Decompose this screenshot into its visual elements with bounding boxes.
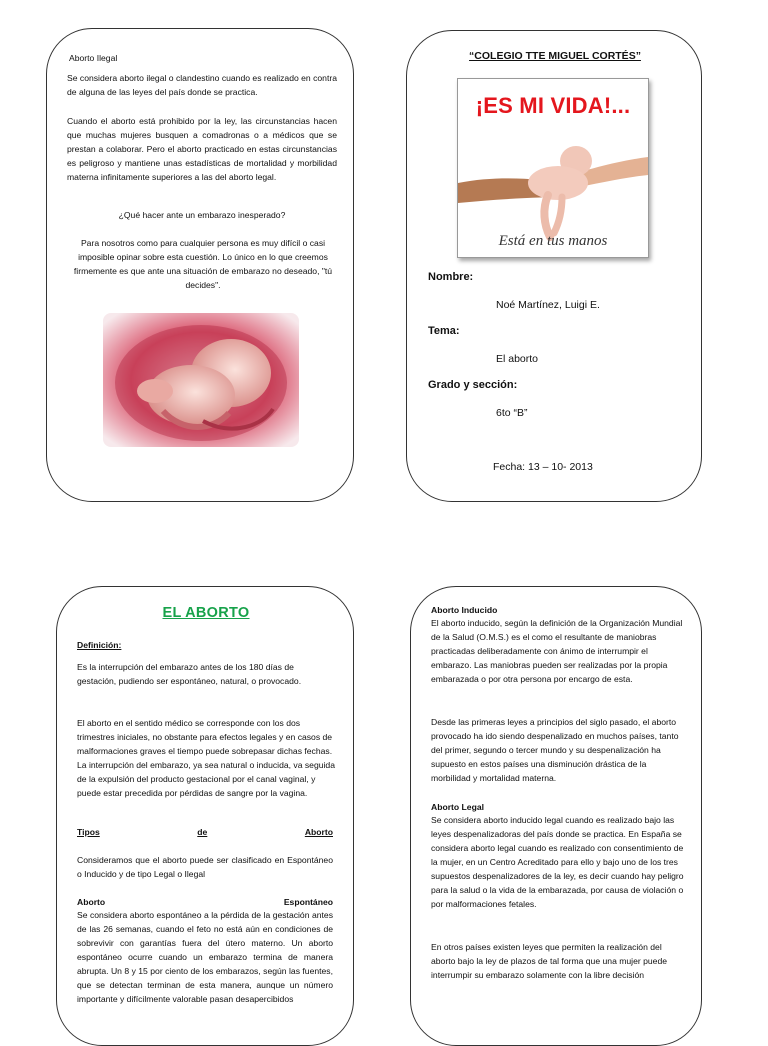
paragraph: Para nosotros como para cualquier persona es muy difícil o casi imposible opinar sobre esta cuestión. Lo único en lo que creemos firmemente es que ante una situación de embarazo no deseado, "tú decides". [73, 238, 333, 290]
question-heading: ¿Qué hacer ante un embarazo inesperado? [118, 210, 286, 220]
fetus-image [103, 313, 299, 447]
section-heading: Aborto Inducido [431, 605, 498, 615]
heading-word: Tipos [77, 827, 100, 837]
poster-image [457, 78, 649, 258]
paragraph: Desde las primeras leyes a principios del siglo pasado, el aborto provocado ha ido siendo despenalizado en muchos países, tanto del primer, segundo o tercer mundo y su despenalización ha supuesto en estos países una disminución drástica de la morbilidad y mortalidad materna. [431, 717, 679, 783]
panel-aborto-inducido [410, 586, 702, 1046]
fecha: Fecha: 13 – 10- 2013 [493, 461, 593, 473]
school-name: “COLEGIO TTE MIGUEL CORTÉS” [469, 50, 641, 62]
paragraph: El aborto en el sentido médico se corresponde con los dos trimestres iniciales, no obstante para efectos legales y en casos de malformaciones graves el tiempo puede sobrepasar dichas fechas. La interrupción del embarazo, ya sea natural o inducida, va seguida de la expulsión del producto gestacional por el canal vaginal, y puede estar precedida por pérdidas de sangre por la vagina. [77, 718, 335, 798]
paragraph: En otros países existen leyes que permiten la realización del aborto bajo la ley de plazos de tal forma que una mujer puede interrumpir su embarazo solamente con la libre decisión [431, 942, 668, 980]
heading-word: de [197, 827, 208, 837]
espontaneo-heading [77, 895, 333, 909]
poster-tagline: Está en tus manos [498, 233, 608, 249]
paragraph: Se considera aborto inducido legal cuando es realizado bajo las leyes despenalizadoras del país donde se practica. En España se considera aborto legal cuando es realizado con consentimiento de la mujer, en un Centro Acreditado para ello y bajo uno de los tres supuestos despenalizadores de la ley, es decir cuando hay peligro para la salud o la vida de la embarazada, por causa de violación o por malformaciones fetales. [431, 815, 684, 909]
types-heading [77, 825, 333, 839]
section-heading: Aborto Ilegal [69, 53, 118, 63]
panel-title: EL ABORTO [162, 605, 250, 621]
grado-value: 6to “B” [496, 407, 528, 419]
tema-value: El aborto [496, 353, 539, 365]
paragraph: Cuando el aborto está prohibido por la ley, las circunstancias hacen que muchas mujeres busquen a comadronas o a médicos que se prestan a colaborar. Pero el aborto practicado en estas circunstancias es peligroso y mantiene unas estadísticas de mortalidad y morbilidad materna infinitamente superiores a las del aborto legal. [67, 116, 337, 182]
tema-label: Tema: [428, 325, 460, 337]
heading-word: Espontáneo [283, 897, 333, 907]
section-heading: Aborto Legal [431, 802, 484, 812]
poster-headline: ¡ES MI VIDA!... [475, 93, 631, 118]
panel-cover [406, 30, 702, 502]
grado-label: Grado y sección: [428, 379, 518, 391]
paragraph: Se considera aborto espontáneo a la pérdida de la gestación antes de las 26 semanas, cuando el feto no está aún en condiciones de sobrevivir con garantías fuera del útero materno. Un aborto espontáneo ocurre cuando un embarazo termina de manera abrupta. Un 8 y 15 por ciento de los embarazos, según las fuentes, que se detectan terminan de esta manera, aunque un número importante y difícilmente valorable pasan desapercibidos [77, 910, 333, 1004]
panel-aborto-ilegal [46, 28, 354, 502]
definition-label: Definición: [77, 640, 122, 650]
paragraph: Es la interrupción del embarazo antes de los 180 días de gestación, pudiendo ser espontáneo, natural, o provocado. [77, 662, 302, 686]
nombre-value: Noé Martínez, Luigi E. [496, 299, 600, 311]
heading-word: Aborto [77, 897, 106, 907]
paragraph: Consideramos que el aborto puede ser clasificado en Espontáneo o Inducido y de tipo Legal o Ilegal [77, 855, 333, 879]
panel-el-aborto [56, 586, 354, 1046]
paragraph: El aborto inducido, según la definición de la Organización Mundial de la Salud (O.M.S.) es el como el resultante de maniobras practicadas deliberadamente con ánimo de interrumpir el embarazo. Las maniobras pueden ser realizadas por la propia embarazada o por otra persona por encargo de esta. [431, 618, 683, 684]
heading-word: Aborto [304, 827, 333, 837]
nombre-label: Nombre: [428, 271, 474, 283]
paragraph: Se considera aborto ilegal o clandestino cuando es realizado en contra de alguna de las leyes del país donde se practica. [67, 73, 337, 97]
